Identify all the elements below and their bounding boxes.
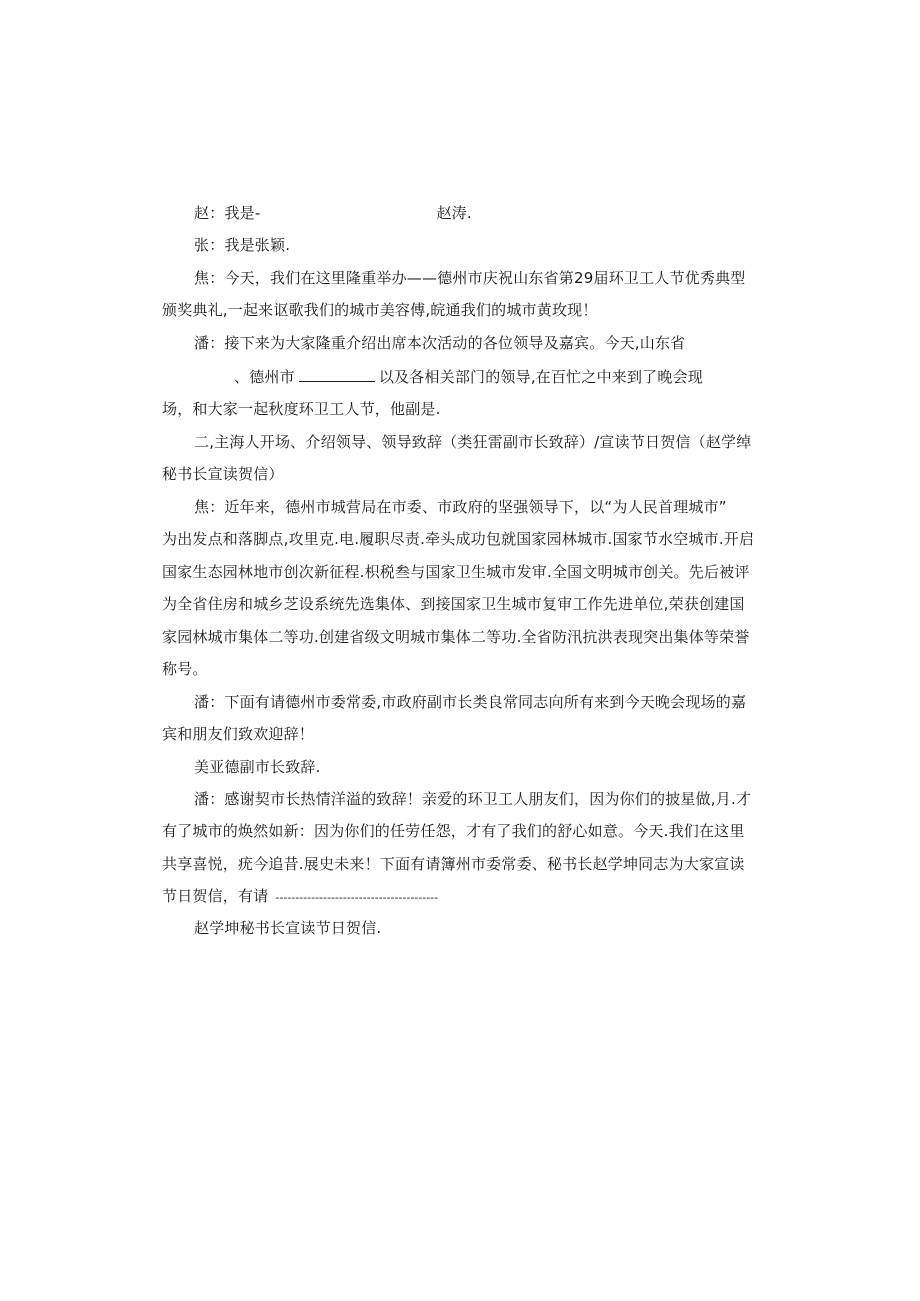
zhao-dash: - <box>254 204 261 222</box>
para-jiao-achievements-line-3: 国家生态园林地市创次新征程.枳税叁与国家卫生城市发审.全国文明城市创关。先后被评 <box>162 563 750 581</box>
para-jiao-opening-line-2: 颁奖典礼,一起来讴歌我们的城市美容傅,皖通我们的城市黄玫现！ <box>162 301 598 319</box>
line-secretary-letter: 赵学坤秘书长宣读节日贺信. <box>194 919 382 937</box>
pan-thanks-segment: 节日贺信，有请 <box>162 887 269 905</box>
underline-blank <box>299 367 375 382</box>
para-pan-thanks-line-4 <box>162 886 438 908</box>
para-jiao-achievements-line-4: 为全省住房和城乡芝设系统先选集体、到接国家卫生城市复审工作先进单位,荣获创建国 <box>162 595 745 613</box>
para-jiao-opening-line-1: 焦：今天，我们在这里隆重举办——德州市庆祝山东省第29届环卫工人节优秀典型 <box>194 269 746 287</box>
para-pan-thanks-line-3: 共享喜悦，疣今追昔.展史未来！下面有请簿州市委常委、秘书长赵学坤同志为大家宣读 <box>162 855 745 873</box>
line-vice-mayor-speech: 美亚德副市长致辞. <box>194 758 321 776</box>
pan-intro-segment-a: 、德州市 <box>234 368 295 386</box>
line-zhang-intro: 张：我是张颖. <box>194 236 291 254</box>
pan-intro-segment-b: 以及各相关部门的领导,在百忙之中来到了晚会现 <box>378 368 703 386</box>
dashed-line: ----------------------------------------- <box>275 891 439 904</box>
zhao-name: 赵涛. <box>436 204 472 222</box>
zhao-speaker: 赵：我是 <box>194 204 255 222</box>
para-pan-welcome-line-1: 潘：下面有请德州市委常委,市政府副市长类良常同志向所有来到今天晚会现场的嘉 <box>194 693 747 711</box>
para-section-two-line-1: 二,主海人开场、介绍领导、领导致辞（类狂雷副市长致辞）/宣读节日贺信（赵学绰 <box>194 433 752 451</box>
para-pan-welcome-line-2: 宾和朋友们致欢迎辞！ <box>162 725 315 743</box>
para-jiao-achievements-line-6: 称号。 <box>162 660 208 678</box>
para-pan-intro-line-3: 场，和大家一起秋度环卫工人节，他副是. <box>162 400 441 418</box>
para-pan-intro-line-2 <box>234 367 703 387</box>
para-pan-thanks-line-2: 有了城市的焕然如新：因为你们的任劳任怨，才有了我们的舒心如意。今天.我们在这里 <box>162 822 745 840</box>
para-pan-thanks-line-1: 潘：感谢契市长热情洋溢的致辞！亲爱的环卫工人朋友们，因为你们的披星做,月.才 <box>194 790 752 808</box>
para-pan-intro-line-1: 潘：接下来为大家隆重介绍出席本次活动的各位领导及嘉宾。今天,山东省 <box>194 334 686 352</box>
para-jiao-achievements-line-1: 焦：近年来，德州市城营局在市委、市政府的坚强领导下，以“为人民首理城市” <box>194 498 727 516</box>
line-zhao-intro <box>194 203 472 223</box>
para-jiao-achievements-line-5: 家园林城市集体二等功.创建省级文明城市集体二等功.全省防汛抗洪表现突出集体等荣誉 <box>162 628 750 646</box>
para-jiao-achievements-line-2: 为出发点和落脚点,攻里克.电.履职尽责.牵头成功包就国家园林城市.国家节水空城市.开启 <box>162 530 755 548</box>
para-section-two-line-2: 秘书长宣读贺信） <box>162 465 284 483</box>
